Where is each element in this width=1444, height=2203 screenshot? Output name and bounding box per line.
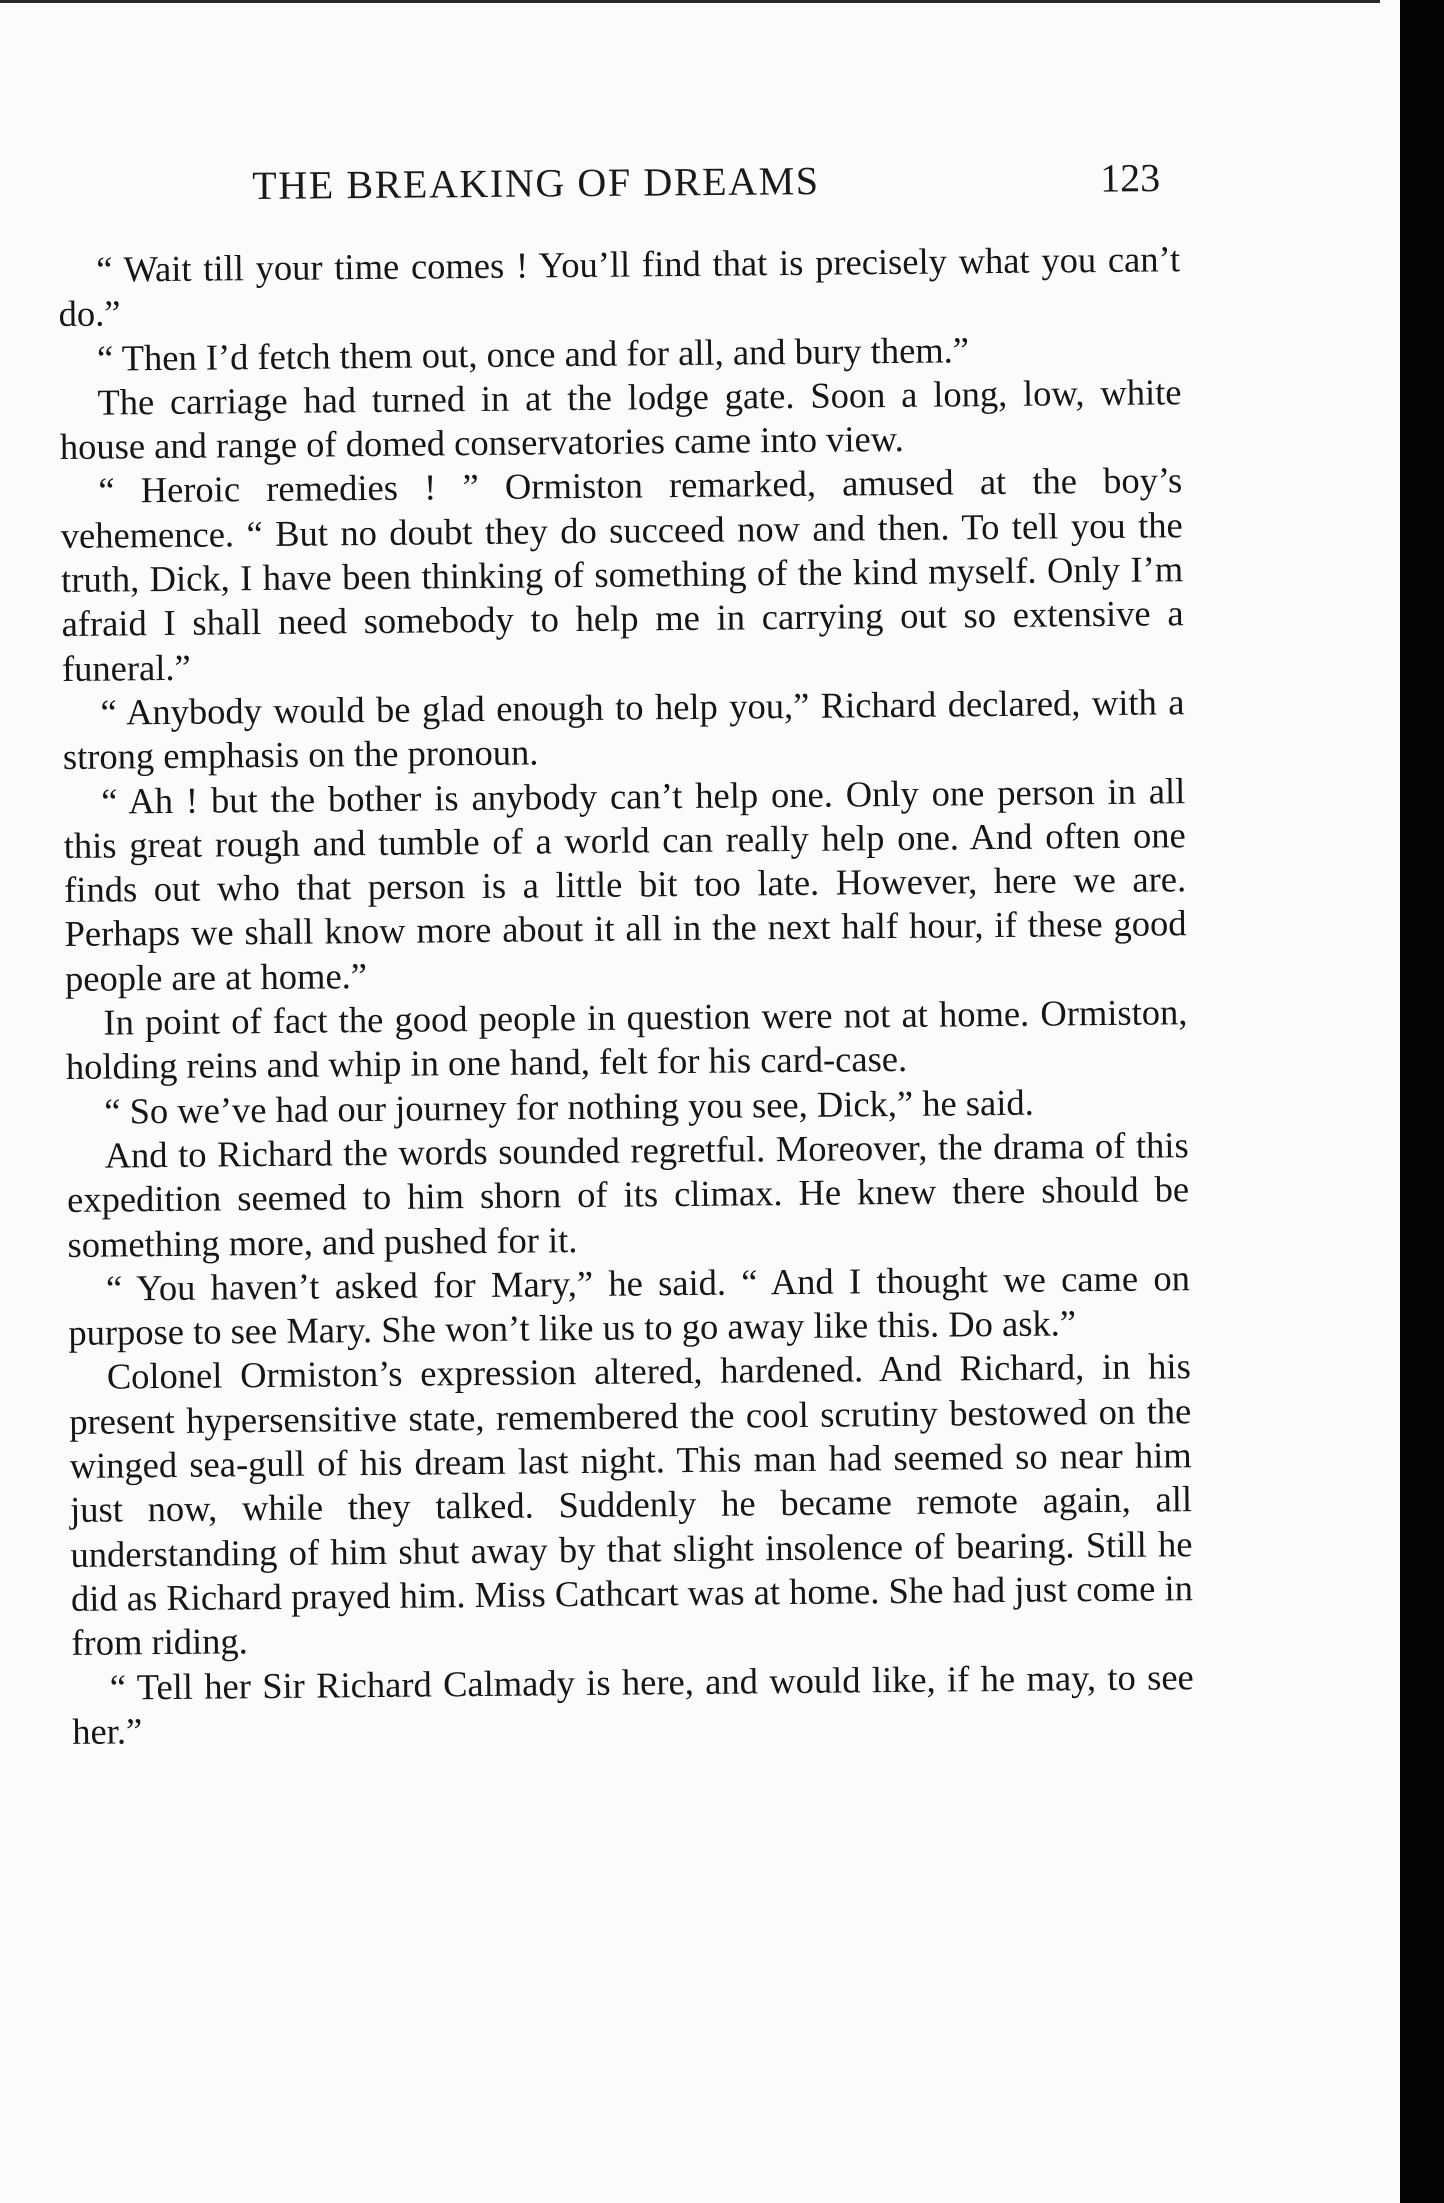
- page-top-edge: [0, 0, 1380, 3]
- page-number: 123: [1099, 155, 1161, 201]
- paragraph: In point of fact the good people in question were not at home. Ormiston, holding reins and whip in one hand, felt for his card-case.: [65, 991, 1188, 1088]
- running-header: [252, 154, 1160, 222]
- paragraph: “ Ah ! but the bother is anybody can’t help one. Only one person in all this great rough and tumble of a world can really help one. And often one finds out who that person is a little bit too late. However, here we are. Perhaps we shall know more about it all in the next half hour, if these good people are at home.”: [63, 769, 1187, 999]
- paragraph: Colonel Ormiston’s expression altered, hardened. And Richard, in his present hypersensitive state, remembered the cool scrutiny bestowed on the winged sea-gull of his dream last night. This man had seemed so near him just now, while they talked. Suddenly he became remote again, all understanding of him shut away by that slight insolence of bearing. Still he did as Richard prayed him. Miss Cathcart was at home. She had just come in from riding.: [69, 1345, 1194, 1664]
- paragraph: “ Wait till your time comes ! You’ll find that is precisely what you can’t do.”: [58, 238, 1181, 335]
- body-text: [58, 237, 1194, 1754]
- paragraph: The carriage had turned in at the lodge gate. Soon a long, low, white house and range of domed conservatories came into view.: [59, 371, 1182, 468]
- paragraph: “ You haven’t asked for Mary,” he said. “ And I thought we came on purpose to see Mary. She won’t like us to go away like this. Do ask.”: [68, 1257, 1191, 1354]
- book-spine-shadow: [1400, 0, 1444, 2203]
- paragraph: “ Heroic remedies ! ” Ormiston remarked, amused at the boy’s vehemence. “ But no doubt they do succeed now and then. To tell you the truth, Dick, I have been thinking of something of the kind myself. Only I’m afraid I shall need somebody to help me in carrying out so extensive a funeral.”: [60, 459, 1184, 689]
- paragraph: “ Anybody would be glad enough to help you,” Richard declared, with a strong emphasis on the pronoun.: [62, 681, 1185, 778]
- paragraph: “ So we’ve had our journey for nothing you see, Dick,” he said.: [104, 1081, 1034, 1132]
- running-title: THE BREAKING OF DREAMS: [252, 158, 820, 208]
- paragraph: And to Richard the words sounded regretful. Moreover, the drama of this expedition seemed to him shorn of its climax. He knew there should be something more, and pushed for it.: [66, 1124, 1190, 1265]
- paragraph: “ Then I’d fetch them out, once and for all, and bury them.”: [96, 328, 970, 379]
- paragraph: “ Tell her Sir Richard Calmady is here, and would like, if he may, to see her.”: [72, 1655, 1194, 1752]
